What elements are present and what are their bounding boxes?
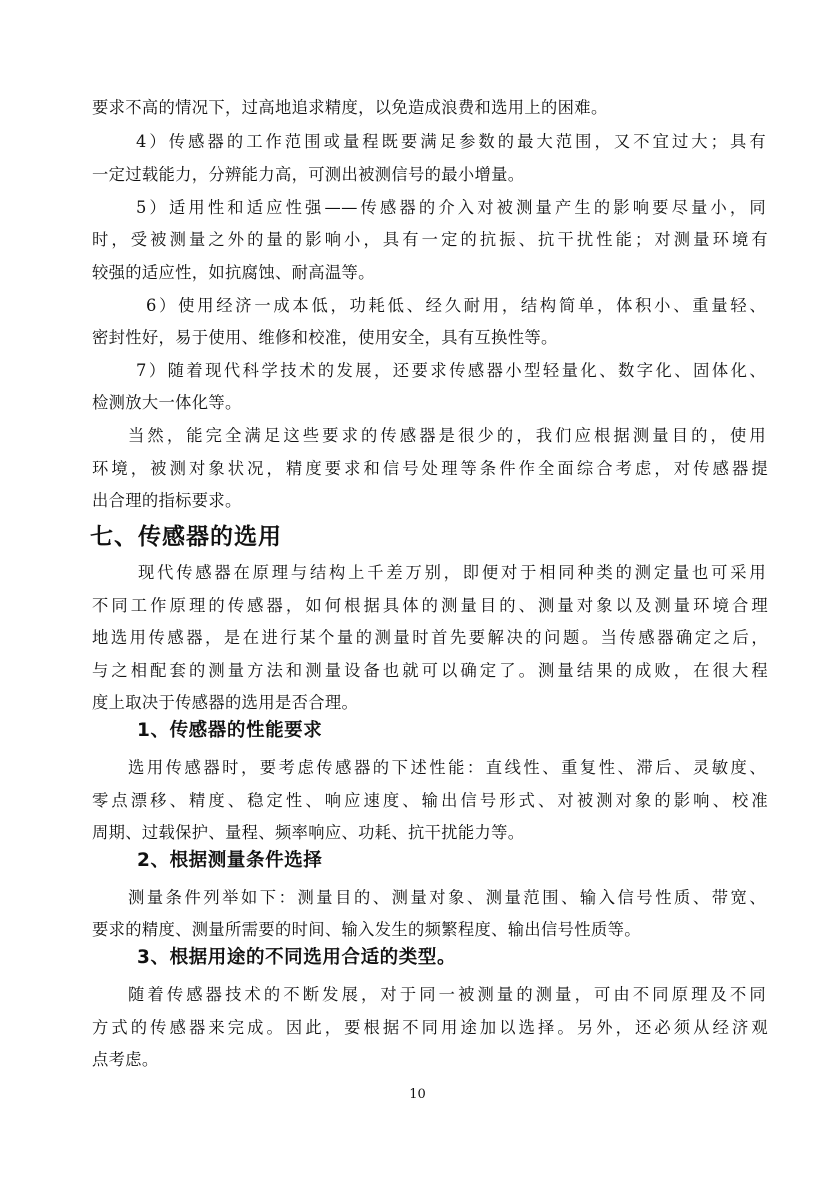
list-item-5-line-1: 5）适用性和适应性强——传感器的介入对被测量产生的影响要尽量小，同 xyxy=(136,198,766,217)
paragraph-line: 要求的精度、测量所需要的时间、输入发生的频繁程度、输出信号性质等。 xyxy=(92,920,641,939)
paragraph-line: 度上取决于传感器的选用是否合理。 xyxy=(92,693,359,712)
paragraph-line: 环境，被测对象状况，精度要求和信号处理等条件作全面综合考虑，对传感器提 xyxy=(92,459,768,478)
subsection-heading-3: 3、根据用途的不同选用合适的类型。 xyxy=(137,947,457,968)
list-item-5-line-3: 较强的适应性，如抗腐蚀、耐高温等。 xyxy=(92,263,375,282)
list-item-6-line-1: 6）使用经济一成本低，功耗低、经久耐用，结构简单，体积小、重量轻、 xyxy=(146,296,766,315)
list-item-5-line-2: 时，受被测量之外的量的影响小，具有一定的抗振、抗干扰性能；对测量环境有 xyxy=(92,230,768,249)
paragraph-line: 随着传感器技术的不断发展，对于同一被测量的测量，可由不同原理及不同 xyxy=(128,985,766,1004)
paragraph-line: 不同工作原理的传感器，如何根据具体的测量目的、测量对象以及测量环境合理 xyxy=(92,596,768,615)
paragraph-line: 要求不高的情况下，过高地追求精度，以免造成浪费和选用上的困难。 xyxy=(92,98,608,117)
paragraph-line: 现代传感器在原理与结构上千差万别，即便对于相同种类的测定量也可采用 xyxy=(138,563,766,582)
subsection-heading-1: 1、传感器的性能要求 xyxy=(137,720,323,741)
list-item-4-line-1: 4）传感器的工作范围或量程既要满足参数的最大范围，又不宜过大；具有 xyxy=(136,132,766,151)
paragraph-line: 方式的传感器来完成。因此，要根据不同用途加以选择。另外，还必须从经济观 xyxy=(92,1018,768,1037)
paragraph-line: 零点漂移、精度、稳定性、响应速度、输出信号形式、对被测对象的影响、校准 xyxy=(92,791,768,810)
list-item-6-line-2: 密封性好，易于使用、维修和校准，使用安全，具有互换性等。 xyxy=(92,328,558,347)
subsection-heading-2: 2、根据测量条件选择 xyxy=(137,850,323,871)
paragraph-line: 与之相配套的测量方法和测量设备也就可以确定了。测量结果的成败，在很大程 xyxy=(92,661,768,680)
list-item-7-line-1: 7）随着现代科学技术的发展，还要求传感器小型轻量化、数字化、固体化、 xyxy=(136,361,766,380)
paragraph-line: 当然，能完全满足这些要求的传感器是很少的，我们应根据测量目的，使用 xyxy=(128,426,766,445)
section-heading: 七、传感器的选用 xyxy=(90,524,282,550)
paragraph-line: 出合理的指标要求。 xyxy=(92,491,242,510)
list-item-4-line-2: 一定过载能力，分辨能力高，可测出被测信号的最小增量。 xyxy=(92,165,525,184)
paragraph-line: 地选用传感器，是在进行某个量的测量时首先要解决的问题。当传感器确定之后， xyxy=(92,628,768,647)
paragraph-line: 选用传感器时，要考虑传感器的下述性能：直线性、重复性、滞后、灵敏度、 xyxy=(128,758,766,777)
paragraph-line: 周期、过载保护、量程、频率响应、功耗、抗干扰能力等。 xyxy=(92,823,525,842)
paragraph-line: 测量条件列举如下：测量目的、测量对象、测量范围、输入信号性质、带宽、 xyxy=(128,888,766,907)
paragraph-line: 点考虑。 xyxy=(92,1050,159,1069)
page-number: 10 xyxy=(409,1087,426,1102)
list-item-7-line-2: 检测放大一体化等。 xyxy=(92,393,242,412)
